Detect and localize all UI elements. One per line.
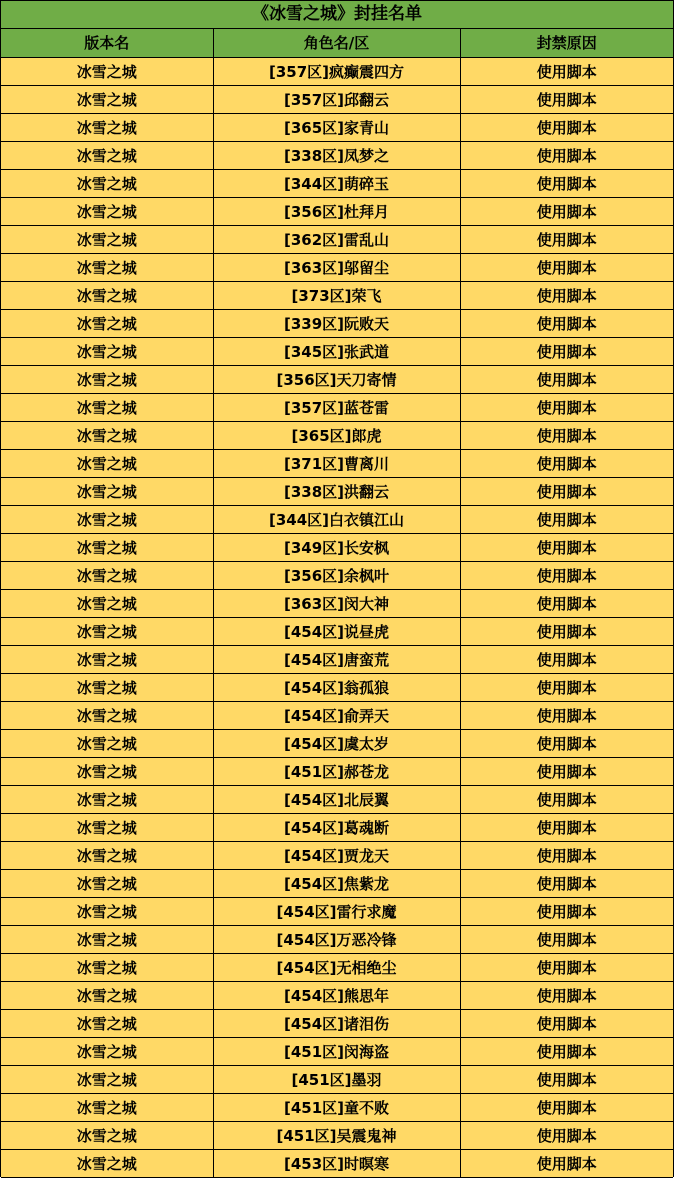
header-row: [1, 29, 673, 57]
cell-character-server: [373区]荣飞: [213, 281, 460, 309]
cell-ban-reason: 使用脚本: [460, 617, 673, 645]
cell-character-server: [371区]曹离川: [213, 449, 460, 477]
table-row: [1, 225, 673, 253]
table-row: [1, 813, 673, 841]
header-ban-reason: 封禁原因: [460, 29, 673, 57]
cell-ban-reason: 使用脚本: [460, 813, 673, 841]
table-row: [1, 309, 673, 337]
table-row: [1, 673, 673, 701]
cell-character-server: [454区]雷行求魔: [213, 897, 460, 925]
cell-version: 冰雪之城: [1, 673, 213, 701]
table-row: [1, 1121, 673, 1149]
cell-character-server: [338区]洪翻云: [213, 477, 460, 505]
cell-character-server: [356区]天刀寄情: [213, 365, 460, 393]
cell-character-server: [356区]余枫叶: [213, 561, 460, 589]
cell-ban-reason: 使用脚本: [460, 1065, 673, 1093]
cell-version: 冰雪之城: [1, 225, 213, 253]
table-row: [1, 589, 673, 617]
table-row: [1, 897, 673, 925]
cell-character-server: [451区]闵海盗: [213, 1037, 460, 1065]
cell-version: 冰雪之城: [1, 729, 213, 757]
cell-version: 冰雪之城: [1, 393, 213, 421]
cell-version: 冰雪之城: [1, 1121, 213, 1149]
table-row: [1, 925, 673, 953]
cell-version: 冰雪之城: [1, 141, 213, 169]
table-row: [1, 337, 673, 365]
cell-ban-reason: 使用脚本: [460, 505, 673, 533]
table-row: [1, 1149, 673, 1177]
cell-ban-reason: 使用脚本: [460, 421, 673, 449]
cell-ban-reason: 使用脚本: [460, 841, 673, 869]
table-row: [1, 393, 673, 421]
cell-ban-reason: 使用脚本: [460, 925, 673, 953]
cell-character-server: [454区]贾龙天: [213, 841, 460, 869]
cell-version: 冰雪之城: [1, 281, 213, 309]
cell-character-server: [454区]葛魂断: [213, 813, 460, 841]
cell-character-server: [454区]虞太岁: [213, 729, 460, 757]
cell-ban-reason: 使用脚本: [460, 1149, 673, 1177]
cell-ban-reason: 使用脚本: [460, 85, 673, 113]
cell-version: 冰雪之城: [1, 533, 213, 561]
cell-version: 冰雪之城: [1, 421, 213, 449]
cell-version: 冰雪之城: [1, 85, 213, 113]
table-row: [1, 449, 673, 477]
cell-ban-reason: 使用脚本: [460, 561, 673, 589]
table-row: [1, 617, 673, 645]
cell-character-server: [454区]翁孤狼: [213, 673, 460, 701]
table-row: [1, 1065, 673, 1093]
cell-ban-reason: 使用脚本: [460, 645, 673, 673]
cell-ban-reason: 使用脚本: [460, 253, 673, 281]
cell-version: 冰雪之城: [1, 1093, 213, 1121]
cell-ban-reason: 使用脚本: [460, 673, 673, 701]
table-row: [1, 869, 673, 897]
table-row: [1, 1093, 673, 1121]
cell-ban-reason: 使用脚本: [460, 1093, 673, 1121]
cell-ban-reason: 使用脚本: [460, 953, 673, 981]
cell-character-server: [338区]凤梦之: [213, 141, 460, 169]
cell-ban-reason: 使用脚本: [460, 365, 673, 393]
cell-ban-reason: 使用脚本: [460, 449, 673, 477]
cell-version: 冰雪之城: [1, 505, 213, 533]
cell-ban-reason: 使用脚本: [460, 169, 673, 197]
cell-version: 冰雪之城: [1, 869, 213, 897]
table-row: [1, 477, 673, 505]
cell-character-server: [451区]郝苍龙: [213, 757, 460, 785]
cell-ban-reason: 使用脚本: [460, 981, 673, 1009]
cell-version: 冰雪之城: [1, 449, 213, 477]
cell-version: 冰雪之城: [1, 953, 213, 981]
cell-version: 冰雪之城: [1, 785, 213, 813]
cell-character-server: [451区]墨羽: [213, 1065, 460, 1093]
cell-character-server: [453区]时暝寒: [213, 1149, 460, 1177]
cell-version: 冰雪之城: [1, 925, 213, 953]
cell-ban-reason: 使用脚本: [460, 113, 673, 141]
table-row: [1, 757, 673, 785]
cell-version: 冰雪之城: [1, 57, 213, 85]
header-character-server: 角色名/区: [213, 29, 460, 57]
cell-version: 冰雪之城: [1, 561, 213, 589]
cell-version: 冰雪之城: [1, 1065, 213, 1093]
table-row: [1, 421, 673, 449]
cell-version: 冰雪之城: [1, 701, 213, 729]
cell-character-server: [363区]邬留尘: [213, 253, 460, 281]
cell-version: 冰雪之城: [1, 813, 213, 841]
table-row: [1, 1009, 673, 1037]
table-row: [1, 701, 673, 729]
cell-version: 冰雪之城: [1, 897, 213, 925]
cell-ban-reason: 使用脚本: [460, 57, 673, 85]
cell-character-server: [454区]说昼虎: [213, 617, 460, 645]
cell-ban-reason: 使用脚本: [460, 197, 673, 225]
cell-version: 冰雪之城: [1, 197, 213, 225]
cell-version: 冰雪之城: [1, 981, 213, 1009]
cell-character-server: [344区]白衣镇江山: [213, 505, 460, 533]
table-row: [1, 1037, 673, 1065]
cell-ban-reason: 使用脚本: [460, 869, 673, 897]
cell-version: 冰雪之城: [1, 1009, 213, 1037]
cell-version: 冰雪之城: [1, 1149, 213, 1177]
cell-character-server: [357区]蓝苍雷: [213, 393, 460, 421]
sheet-title: 《冰雪之城》封挂名单: [1, 0, 673, 29]
cell-ban-reason: 使用脚本: [460, 785, 673, 813]
cell-character-server: [454区]熊思年: [213, 981, 460, 1009]
table-row: [1, 729, 673, 757]
cell-version: 冰雪之城: [1, 309, 213, 337]
ban-list-table: [1, 29, 673, 1178]
cell-character-server: [356区]杜拜月: [213, 197, 460, 225]
cell-character-server: [349区]长安枫: [213, 533, 460, 561]
cell-version: 冰雪之城: [1, 113, 213, 141]
table-row: [1, 841, 673, 869]
cell-character-server: [454区]万恶冷锋: [213, 925, 460, 953]
cell-ban-reason: 使用脚本: [460, 309, 673, 337]
cell-version: 冰雪之城: [1, 477, 213, 505]
cell-character-server: [363区]闵大神: [213, 589, 460, 617]
cell-ban-reason: 使用脚本: [460, 589, 673, 617]
cell-character-server: [357区]邱翻云: [213, 85, 460, 113]
cell-version: 冰雪之城: [1, 169, 213, 197]
table-row: [1, 785, 673, 813]
cell-ban-reason: 使用脚本: [460, 1009, 673, 1037]
cell-version: 冰雪之城: [1, 1037, 213, 1065]
cell-character-server: [339区]阮败天: [213, 309, 460, 337]
cell-character-server: [454区]俞弄天: [213, 701, 460, 729]
cell-ban-reason: 使用脚本: [460, 337, 673, 365]
cell-ban-reason: 使用脚本: [460, 701, 673, 729]
table-row: [1, 981, 673, 1009]
table-row: [1, 533, 673, 561]
table-row: [1, 281, 673, 309]
cell-version: 冰雪之城: [1, 841, 213, 869]
table-row: [1, 253, 673, 281]
table-row: [1, 645, 673, 673]
cell-version: 冰雪之城: [1, 757, 213, 785]
table-row: [1, 365, 673, 393]
table-row: [1, 561, 673, 589]
cell-version: 冰雪之城: [1, 337, 213, 365]
cell-character-server: [454区]焦紫龙: [213, 869, 460, 897]
table-row: [1, 505, 673, 533]
cell-character-server: [454区]无相绝尘: [213, 953, 460, 981]
cell-character-server: [345区]张武道: [213, 337, 460, 365]
cell-character-server: [357区]疯癫震四方: [213, 57, 460, 85]
cell-ban-reason: 使用脚本: [460, 729, 673, 757]
cell-ban-reason: 使用脚本: [460, 1121, 673, 1149]
cell-version: 冰雪之城: [1, 253, 213, 281]
cell-ban-reason: 使用脚本: [460, 1037, 673, 1065]
cell-character-server: [454区]诸泪伤: [213, 1009, 460, 1037]
cell-character-server: [451区]吴震鬼神: [213, 1121, 460, 1149]
cell-ban-reason: 使用脚本: [460, 281, 673, 309]
cell-character-server: [454区]唐蛮荒: [213, 645, 460, 673]
cell-ban-reason: 使用脚本: [460, 393, 673, 421]
cell-ban-reason: 使用脚本: [460, 897, 673, 925]
table-row: [1, 141, 673, 169]
cell-version: 冰雪之城: [1, 617, 213, 645]
table-row: [1, 197, 673, 225]
table-row: [1, 169, 673, 197]
cell-character-server: [451区]童不败: [213, 1093, 460, 1121]
cell-ban-reason: 使用脚本: [460, 757, 673, 785]
cell-version: 冰雪之城: [1, 645, 213, 673]
cell-ban-reason: 使用脚本: [460, 141, 673, 169]
cell-version: 冰雪之城: [1, 365, 213, 393]
cell-character-server: [344区]萌碎玉: [213, 169, 460, 197]
cell-character-server: [362区]雷乱山: [213, 225, 460, 253]
cell-ban-reason: 使用脚本: [460, 533, 673, 561]
table-row: [1, 113, 673, 141]
table-row: [1, 953, 673, 981]
cell-version: 冰雪之城: [1, 589, 213, 617]
cell-character-server: [454区]北辰翼: [213, 785, 460, 813]
cell-character-server: [365区]家青山: [213, 113, 460, 141]
header-version: 版本名: [1, 29, 213, 57]
table-row: [1, 85, 673, 113]
cell-character-server: [365区]郎虎: [213, 421, 460, 449]
cell-ban-reason: 使用脚本: [460, 225, 673, 253]
cell-ban-reason: 使用脚本: [460, 477, 673, 505]
table-row: [1, 57, 673, 85]
